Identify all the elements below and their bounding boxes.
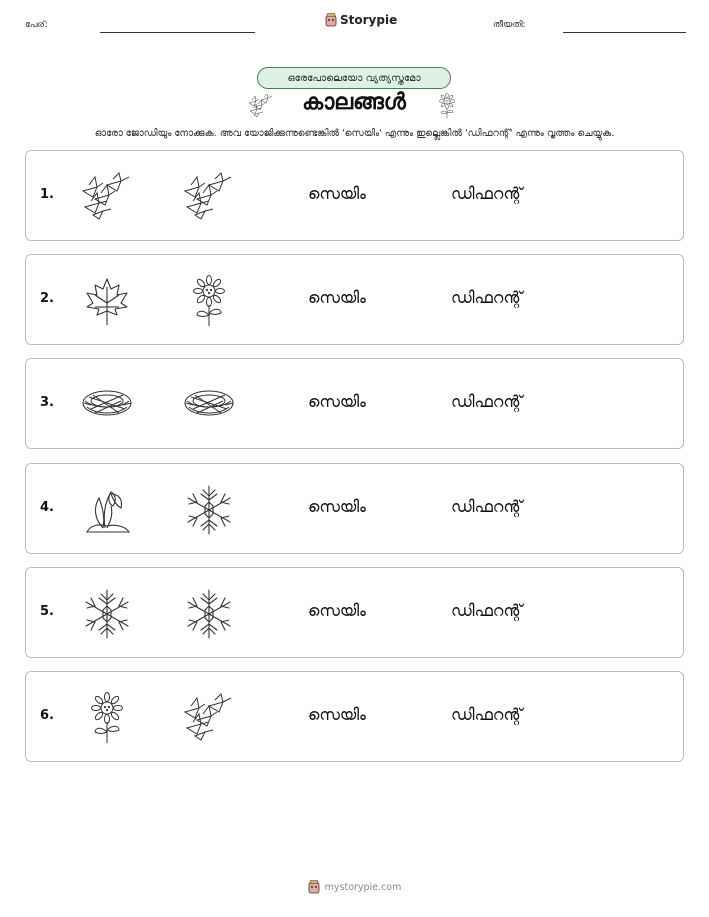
question-number: 5.	[40, 604, 54, 619]
instructions: ഓരോ ജോഡിയും നോക്കുക. അവ യോജിക്കുന്നുണ്ടെങ്കിൽ 'സെയിം' എന്നും ഇല്ലെങ്കിൽ 'ഡിഫറന്റ്' എന്നും വൃത്തം ചെയ്യുക.	[94, 128, 615, 139]
option-same[interactable]: സെയിം	[308, 705, 366, 724]
question-row	[25, 463, 684, 554]
question-number: 4.	[40, 500, 54, 515]
option-different[interactable]: ഡിഫറന്റ്	[451, 184, 523, 203]
name-label: പേര്:	[25, 20, 48, 30]
footer	[0, 880, 709, 894]
snowflake-icon	[81, 588, 133, 640]
option-different[interactable]: ഡിഫറന്റ്	[451, 392, 523, 411]
geese-icon	[81, 171, 133, 223]
question-row	[25, 254, 684, 345]
question-row	[25, 150, 684, 241]
sunflower-icon	[81, 692, 133, 744]
option-different[interactable]: ഡിഫറന്റ്	[451, 497, 523, 516]
option-same[interactable]: സെയിം	[308, 288, 366, 307]
question-row	[25, 358, 684, 449]
question-row	[25, 567, 684, 658]
maple-leaf-icon	[81, 275, 133, 327]
option-same[interactable]: സെയിം	[308, 601, 366, 620]
option-different[interactable]: ഡിഫറന്റ്	[451, 705, 523, 724]
question-row	[25, 671, 684, 762]
date-label: തീയതി:	[493, 20, 526, 30]
storypie-logo-icon	[308, 880, 320, 894]
worksheet-header	[0, 0, 709, 40]
option-same[interactable]: സെയിം	[308, 497, 366, 516]
snowdrop-icon	[81, 484, 133, 536]
footer-url[interactable]: mystorypie.com	[324, 881, 402, 893]
question-number: 3.	[40, 395, 54, 410]
snowflake-icon	[183, 484, 235, 536]
question-number: 2.	[40, 291, 54, 306]
page-title: കാലങ്ങൾ	[302, 90, 406, 115]
activity-badge: ഒരേപോലെയോ വ്യത്യസ്തമോ	[257, 67, 451, 89]
question-number: 6.	[40, 708, 54, 723]
storypie-logo-icon	[325, 13, 337, 27]
snowflake-icon	[183, 588, 235, 640]
option-same[interactable]: സെയിം	[308, 184, 366, 203]
geese-icon	[183, 692, 235, 744]
date-line[interactable]	[563, 32, 686, 33]
nest-icon	[183, 379, 235, 431]
name-line[interactable]	[100, 32, 255, 33]
option-different[interactable]: ഡിഫറന്റ്	[451, 288, 523, 307]
question-number: 1.	[40, 187, 54, 202]
option-same[interactable]: സെയിം	[308, 392, 366, 411]
brand	[325, 13, 397, 27]
geese-icon	[183, 171, 235, 223]
sunflower-icon	[183, 275, 235, 327]
brand-name: Storypie	[340, 13, 398, 27]
nest-icon	[81, 379, 133, 431]
option-different[interactable]: ഡിഫറന്റ്	[451, 601, 523, 620]
sunflower-decoration-icon	[434, 90, 460, 122]
